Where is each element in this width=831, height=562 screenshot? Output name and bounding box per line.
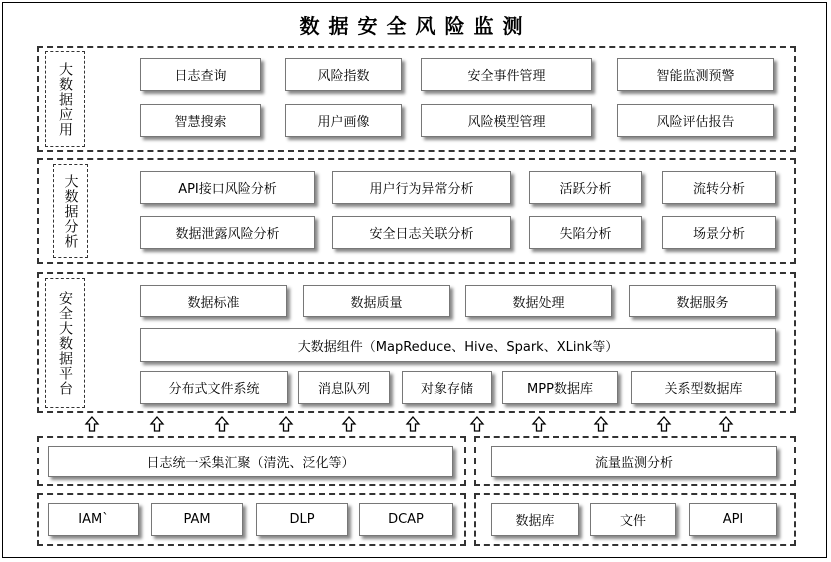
platform-box-mpp-db: MPP数据库 xyxy=(502,371,618,404)
layer-label-platform: 安全大数据平台 xyxy=(45,278,85,408)
app-box-log-query: 日志查询 xyxy=(140,58,261,91)
layer-label-application: 大数据应用 xyxy=(45,51,85,147)
hollow-up-arrow-icon xyxy=(84,416,100,432)
hollow-up-arrow-icon xyxy=(278,416,294,432)
hollow-up-arrow-icon xyxy=(405,416,421,432)
source-box-dcap: DCAP xyxy=(359,503,453,536)
analysis-box-activity: 活跃分析 xyxy=(529,171,642,204)
source-box-api: API xyxy=(689,503,777,536)
hollow-up-arrow-icon xyxy=(149,416,165,432)
hollow-up-arrow-icon xyxy=(531,416,547,432)
platform-box-distributed-fs: 分布式文件系统 xyxy=(140,371,288,404)
analysis-box-compromise: 失陷分析 xyxy=(529,216,642,249)
analysis-box-data-leak-risk: 数据泄露风险分析 xyxy=(140,216,315,249)
source-box-pam: PAM xyxy=(151,503,243,536)
source-box-iam: IAM` xyxy=(48,503,139,536)
hollow-up-arrow-icon xyxy=(214,416,230,432)
analysis-box-api-risk: API接口风险分析 xyxy=(140,171,315,204)
hollow-up-arrow-icon xyxy=(593,416,609,432)
app-box-user-profile: 用户画像 xyxy=(285,104,402,137)
source-box-file: 文件 xyxy=(590,503,676,536)
app-box-risk-assessment-report: 风险评估报告 xyxy=(617,104,774,137)
analysis-box-user-behavior-anomaly: 用户行为异常分析 xyxy=(332,171,511,204)
source-box-database: 数据库 xyxy=(491,503,579,536)
analysis-box-scenario: 场景分析 xyxy=(662,216,776,249)
analysis-box-log-correlation: 安全日志关联分析 xyxy=(332,216,511,249)
hollow-up-arrow-icon xyxy=(718,416,734,432)
platform-box-data-standard: 数据标准 xyxy=(140,285,287,317)
diagram-title: 数据安全风险监测 xyxy=(299,14,532,38)
analysis-box-flow: 流转分析 xyxy=(662,171,776,204)
platform-box-data-processing: 数据处理 xyxy=(465,285,612,317)
app-box-security-event-mgmt: 安全事件管理 xyxy=(421,58,592,91)
collect-box-flow-monitoring: 流量监测分析 xyxy=(491,446,777,477)
app-box-smart-search: 智慧搜索 xyxy=(140,104,261,137)
app-box-smart-monitoring-alert: 智能监测预警 xyxy=(617,58,774,91)
platform-box-relational-db: 关系型数据库 xyxy=(631,371,776,404)
platform-box-data-service: 数据服务 xyxy=(629,285,776,317)
hollow-up-arrow-icon xyxy=(341,416,357,432)
source-box-dlp: DLP xyxy=(256,503,348,536)
platform-box-message-queue: 消息队列 xyxy=(298,371,390,404)
hollow-up-arrow-icon xyxy=(469,416,485,432)
app-box-risk-index: 风险指数 xyxy=(285,58,402,91)
layer-label-analysis: 大数据分析 xyxy=(53,164,88,258)
platform-box-big-data-components: 大数据组件（MapReduce、Hive、Spark、XLink等） xyxy=(140,328,776,362)
platform-box-data-quality: 数据质量 xyxy=(303,285,450,317)
collect-box-log-aggregation: 日志统一采集汇聚（清洗、泛化等） xyxy=(48,446,453,477)
hollow-up-arrow-icon xyxy=(656,416,672,432)
platform-box-object-storage: 对象存储 xyxy=(402,371,492,404)
app-box-risk-model-mgmt: 风险模型管理 xyxy=(421,104,592,137)
